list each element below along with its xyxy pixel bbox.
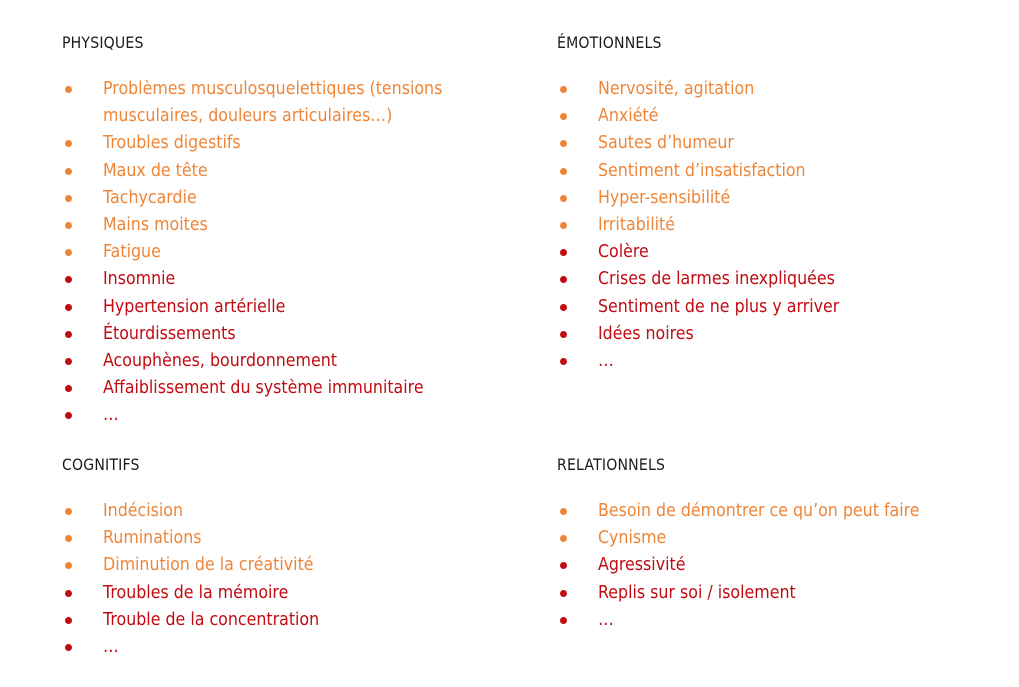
list-item: Hyper-sensibilité	[557, 184, 1007, 211]
section-emotionnels	[557, 33, 1007, 374]
bullet-icon	[560, 535, 567, 542]
bullet-icon	[560, 358, 567, 365]
bullet-icon	[560, 617, 567, 624]
list-item: Problèmes musculosquelettiques (tensions musculaires, douleurs articulaires…)	[62, 75, 522, 129]
bullet-icon	[65, 617, 72, 624]
bullet-icon	[560, 508, 567, 515]
list-item: Affaiblissement du système immunitaire	[62, 374, 522, 401]
list-item: Diminution de la créativité	[62, 551, 522, 578]
list-item: Hypertension artérielle	[62, 293, 522, 320]
list-item: Fatigue	[62, 238, 522, 265]
bullet-icon	[65, 276, 72, 283]
list-item: Nervosité, agitation	[557, 75, 1007, 102]
list-item: …	[62, 633, 522, 660]
list-item: Tachycardie	[62, 184, 522, 211]
list-item: Mains moites	[62, 211, 522, 238]
bullet-icon	[65, 304, 72, 311]
section-title-cognitifs: COGNITIFS	[62, 455, 140, 474]
symptom-list-emotionnels	[557, 75, 1007, 374]
bullet-icon	[560, 331, 567, 338]
bullet-icon	[65, 86, 72, 93]
list-item: …	[62, 401, 522, 428]
list-item: Sautes d’humeur	[557, 129, 1007, 156]
list-item: Trouble de la concentration	[62, 606, 522, 633]
bullet-icon	[560, 249, 567, 256]
section-physiques	[62, 33, 522, 429]
bullet-icon	[560, 222, 567, 229]
list-item: Insomnie	[62, 265, 522, 292]
bullet-icon	[560, 304, 567, 311]
section-relationnels	[557, 455, 1007, 633]
bullet-icon	[65, 590, 72, 597]
symptom-list-cognitifs	[62, 497, 522, 660]
bullet-icon	[65, 331, 72, 338]
list-item: Acouphènes, bourdonnement	[62, 347, 522, 374]
section-cognitifs	[62, 455, 522, 660]
list-item: Anxiété	[557, 102, 1007, 129]
list-item: Colère	[557, 238, 1007, 265]
list-item: Indécision	[62, 497, 522, 524]
list-item: …	[557, 606, 1007, 633]
list-item: Troubles de la mémoire	[62, 579, 522, 606]
list-item: Maux de tête	[62, 157, 522, 184]
bullet-icon	[65, 508, 72, 515]
list-item: Crises de larmes inexpliquées	[557, 265, 1007, 292]
list-item: Sentiment d’insatisfaction	[557, 157, 1007, 184]
list-item: Replis sur soi / isolement	[557, 579, 1007, 606]
bullet-icon	[65, 358, 72, 365]
bullet-icon	[560, 86, 567, 93]
list-item: …	[557, 347, 1007, 374]
bullet-icon	[560, 113, 567, 120]
list-item: Ruminations	[62, 524, 522, 551]
section-title-emotionnels: ÉMOTIONNELS	[557, 33, 662, 52]
bullet-icon	[65, 249, 72, 256]
symptom-list-relationnels	[557, 497, 1007, 633]
list-item: Cynisme	[557, 524, 1007, 551]
bullet-icon	[65, 644, 72, 651]
list-item: Sentiment de ne plus y arriver	[557, 293, 1007, 320]
bullet-icon	[65, 562, 72, 569]
bullet-icon	[560, 140, 567, 147]
bullet-icon	[65, 412, 72, 419]
bullet-icon	[65, 222, 72, 229]
bullet-icon	[560, 562, 567, 569]
bullet-icon	[560, 590, 567, 597]
list-item: Agressivité	[557, 551, 1007, 578]
section-title-relationnels: RELATIONNELS	[557, 455, 666, 474]
bullet-icon	[560, 276, 567, 283]
list-item: Besoin de démontrer ce qu’on peut faire	[557, 497, 1007, 524]
bullet-icon	[65, 385, 72, 392]
bullet-icon	[65, 140, 72, 147]
bullet-icon	[560, 168, 567, 175]
bullet-icon	[65, 168, 72, 175]
bullet-icon	[560, 195, 567, 202]
bullet-icon	[65, 535, 72, 542]
section-title-physiques: PHYSIQUES	[62, 33, 144, 52]
list-item: Idées noires	[557, 320, 1007, 347]
bullet-icon	[65, 195, 72, 202]
symptom-list-physiques	[62, 75, 522, 429]
list-item: Étourdissements	[62, 320, 522, 347]
list-item: Irritabilité	[557, 211, 1007, 238]
list-item: Troubles digestifs	[62, 129, 522, 156]
